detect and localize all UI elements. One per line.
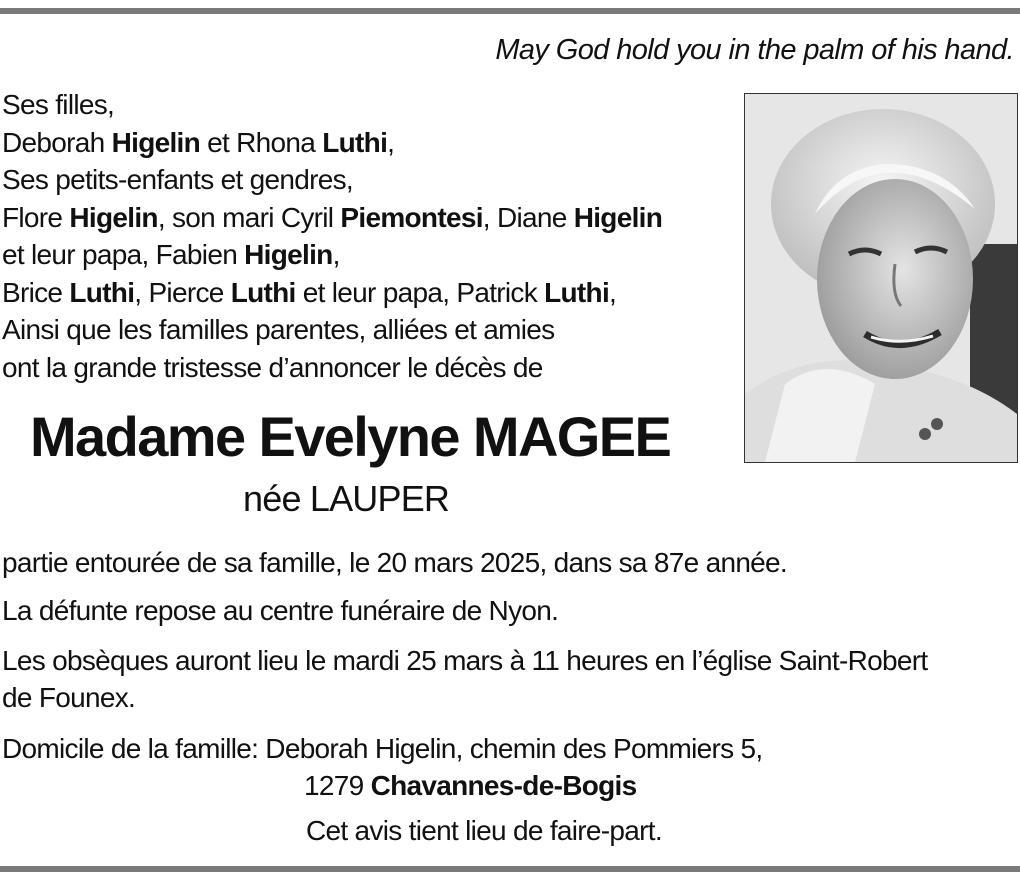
announcement-line (2, 274, 662, 312)
announcement-text: , Diane (482, 201, 574, 233)
announcement-line (2, 311, 662, 349)
announcement-line (2, 161, 662, 199)
passed-away-text: partie entourée de sa famille, le 20 mars 2025, dans sa 87e année. (2, 547, 788, 578)
funeral-text-line1: Les obsèques auront lieu le mardi 25 mars à 11 heures en l’église Saint-Robert (2, 645, 928, 676)
surname: Luthi (230, 276, 296, 308)
portrait-photo-image (745, 94, 1017, 462)
surname: Higelin (244, 239, 333, 270)
announcement-line (2, 124, 662, 162)
family-announcement (2, 86, 662, 386)
portrait-photo (744, 93, 1018, 463)
announcement-text: Deborah (2, 126, 112, 158)
repose-text: La défunte repose au centre funéraire de Nyon. (2, 595, 559, 626)
motto: May God hold you in the palm of his hand. (495, 34, 1014, 66)
deceased-name: Madame Evelyne MAGEE (30, 405, 671, 468)
bottom-rule (0, 866, 1020, 872)
announcement-text: Ses petits-enfants et gendres, (2, 164, 353, 195)
surname: Luthi (322, 126, 388, 158)
announcement-text: Flore (2, 201, 70, 233)
announcement-text: et Rhona (200, 126, 323, 158)
domicile-text-line1: Domicile de la famille: Deborah Higelin, chemin des Pommiers 5, (2, 733, 763, 764)
announcement-text: Brice (2, 276, 70, 308)
announcement-text: et leur papa, Fabien (2, 239, 245, 270)
announcement-line (2, 86, 662, 124)
surname: Higelin (573, 201, 663, 233)
announcement-text: et leur papa, Patrick (295, 276, 545, 308)
surname: Luthi (69, 276, 135, 308)
domicile-city: Chavannes-de-Bogis (370, 770, 637, 801)
announcement-text: , Pierce (134, 276, 231, 308)
funeral-text-line2: de Founex. (2, 682, 136, 713)
announcement-text: Ainsi que les familles parentes, alliées et amies (2, 314, 555, 345)
surname: Luthi (544, 276, 610, 308)
announcement-text: ont la grande tristesse d’annoncer le décès de (2, 351, 543, 383)
top-rule (0, 8, 1020, 14)
domicile-text-line2 (304, 767, 636, 804)
announcement-line (2, 236, 662, 274)
surname: Higelin (69, 201, 158, 233)
announcement-line (2, 199, 662, 237)
announcement-text: Ses filles, (2, 89, 115, 120)
announcement-text: , (609, 276, 617, 308)
announcement-text: , (332, 239, 340, 270)
announcement-text: , (387, 126, 395, 158)
announcement-text: , son mari Cyril (157, 201, 341, 233)
surname: Higelin (111, 126, 201, 158)
announcement-line (2, 349, 662, 387)
surname: Piemontesi (340, 201, 483, 233)
domicile-postcode: 1279 (304, 770, 371, 801)
maiden-name: née LAUPER (243, 478, 450, 519)
closing-note: Cet avis tient lieu de faire-part. (306, 815, 662, 846)
